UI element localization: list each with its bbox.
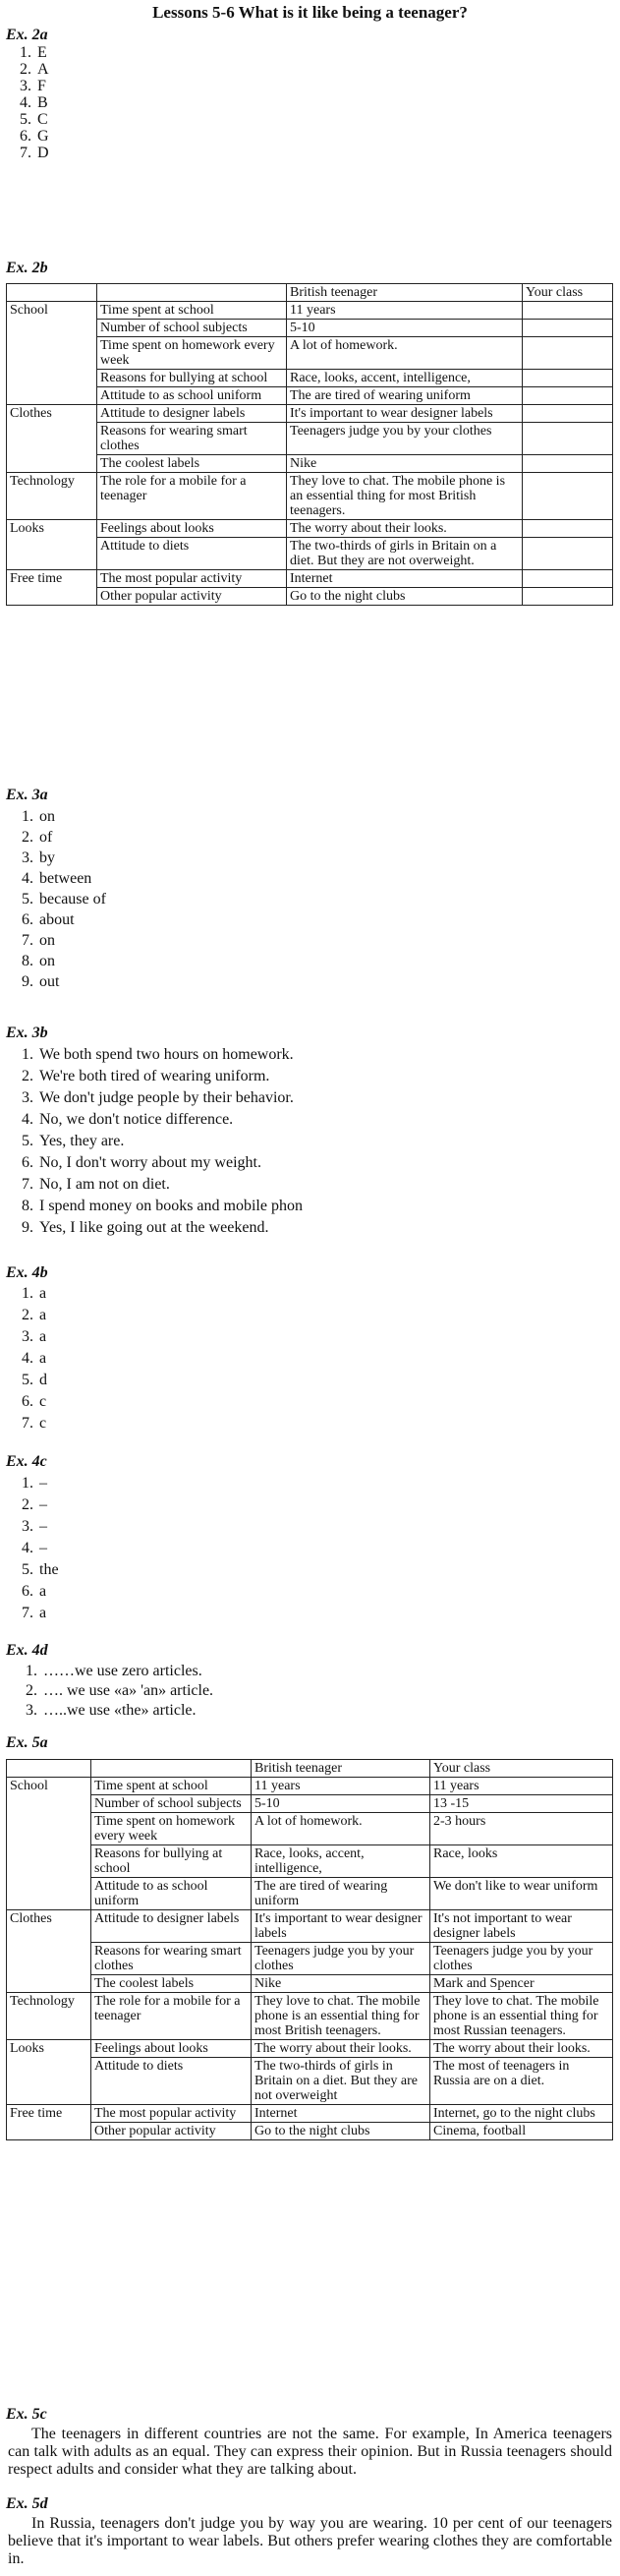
- item-number: 7.: [22, 1415, 33, 1432]
- item-number: 7.: [22, 1605, 33, 1621]
- ex4b-heading: Ex. 4b: [6, 1264, 48, 1281]
- corner-cell: [7, 1760, 91, 1778]
- british-teenager-cell: It's important to wear designer labels: [252, 1910, 430, 1943]
- british-teenager-cell: The are tired of wearing uniform: [287, 387, 523, 405]
- ex3b-heading: Ex. 3b: [6, 1025, 48, 1041]
- ex4b-answer-item: [12, 1348, 47, 1370]
- item-number: 7.: [20, 145, 31, 161]
- column-header-your-class: Your class: [430, 1760, 613, 1778]
- item-number: 6.: [20, 128, 31, 145]
- row-label-cell: The most popular activity: [97, 570, 287, 588]
- ex3b-answer-item: [12, 1131, 303, 1152]
- ex4b-answer-item: [12, 1283, 47, 1305]
- item-answer: a: [39, 1307, 47, 1323]
- ex3a-answer-item: [12, 909, 106, 930]
- item-number: 1.: [22, 1475, 33, 1492]
- item-answer: –: [39, 1518, 47, 1535]
- table-row: [7, 1845, 613, 1878]
- british-teenager-cell: A lot of homework.: [252, 1813, 430, 1845]
- item-answer: G: [37, 128, 49, 145]
- ex3a-answer-item: [12, 868, 106, 889]
- ex4d-answer-item: [16, 1701, 213, 1721]
- item-answer: B: [37, 94, 48, 111]
- item-number: 2.: [26, 1682, 37, 1699]
- page-title: Lessons 5-6 What is it like being a teenager?: [152, 3, 468, 22]
- item-answer: the: [39, 1561, 59, 1578]
- ex4d-answer-list: [16, 1662, 213, 1721]
- ex5a-heading: Ex. 5a: [6, 1734, 48, 1751]
- ex4c-answer-item: [12, 1603, 59, 1624]
- category-cell: Clothes: [7, 405, 97, 473]
- item-answer: –: [39, 1475, 47, 1492]
- row-label-cell: Time spent on homework every week: [91, 1813, 252, 1845]
- row-label-cell: Attitude to as school uniform: [91, 1878, 252, 1910]
- your-class-cell: [523, 455, 613, 473]
- item-answer: –: [39, 1496, 47, 1513]
- table-row: [7, 1993, 613, 2040]
- row-label-cell: Attitude to designer labels: [97, 405, 287, 423]
- british-teenager-cell: Teenagers judge you by your clothes: [252, 1943, 430, 1975]
- your-class-cell: Mark and Spencer: [430, 1975, 613, 1993]
- row-label-cell: Feelings about looks: [91, 2040, 252, 2058]
- your-class-cell: [523, 520, 613, 538]
- ex2b-comparison-table: [6, 283, 613, 606]
- ex2a-answer-item: [10, 111, 49, 128]
- ex3b-answer-item: [12, 1109, 303, 1131]
- your-class-cell: We don't like to wear uniform: [430, 1878, 613, 1910]
- ex3a-answer-item: [12, 971, 106, 992]
- item-answer: We both spend two hours on homework.: [39, 1046, 294, 1063]
- ex4c-answer-item: [12, 1516, 59, 1538]
- british-teenager-cell: 5-10: [287, 320, 523, 337]
- row-label-cell: Reasons for wearing smart clothes: [97, 423, 287, 455]
- table-row: [7, 1943, 613, 1975]
- ex3b-answer-item: [12, 1217, 303, 1239]
- item-answer: on: [39, 932, 55, 949]
- column-header-british: British teenager: [252, 1760, 430, 1778]
- british-teenager-cell: Nike: [287, 455, 523, 473]
- table-row: [7, 1778, 613, 1795]
- category-cell: Clothes: [7, 1910, 91, 1993]
- british-teenager-cell: The worry about their looks.: [287, 520, 523, 538]
- item-answer: C: [37, 111, 48, 128]
- item-number: 8.: [22, 953, 33, 969]
- british-teenager-cell: The two-thirds of girls in Britain on a diet. But they are not overweight.: [287, 538, 523, 570]
- item-number: 1.: [22, 808, 33, 825]
- item-answer: d: [39, 1372, 47, 1388]
- your-class-cell: [523, 588, 613, 606]
- ex2a-answer-item: [10, 128, 49, 145]
- row-label-cell: Feelings about looks: [97, 520, 287, 538]
- british-teenager-cell: The are tired of wearing uniform: [252, 1878, 430, 1910]
- corner-cell: [91, 1760, 252, 1778]
- item-answer: of: [39, 829, 53, 846]
- item-answer: No, we don't notice difference.: [39, 1111, 234, 1128]
- item-number: 5.: [22, 1561, 33, 1578]
- your-class-cell: [523, 405, 613, 423]
- item-number: 2.: [22, 1496, 33, 1513]
- british-teenager-cell: A lot of homework.: [287, 337, 523, 370]
- british-teenager-cell: 11 years: [252, 1778, 430, 1795]
- item-answer: on: [39, 808, 55, 825]
- item-number: 5.: [20, 111, 31, 128]
- item-number: 3.: [22, 1328, 33, 1345]
- british-teenager-cell: Nike: [252, 1975, 430, 1993]
- item-answer: F: [37, 78, 46, 94]
- table-row: [7, 405, 613, 423]
- category-cell: Free time: [7, 570, 97, 606]
- ex2a-answer-item: [10, 145, 49, 161]
- row-label-cell: Attitude to diets: [97, 538, 287, 570]
- row-label-cell: Attitude to designer labels: [91, 1910, 252, 1943]
- item-answer: a: [39, 1350, 47, 1367]
- item-number: 5.: [22, 1133, 33, 1149]
- table-row: [7, 337, 613, 370]
- your-class-cell: 13 -15: [430, 1795, 613, 1813]
- british-teenager-cell: The worry about their looks.: [252, 2040, 430, 2058]
- ex4b-answer-item: [12, 1370, 47, 1391]
- your-class-cell: The most of teenagers in Russia are on a diet.: [430, 2058, 613, 2105]
- table-row: [7, 520, 613, 538]
- your-class-cell: Teenagers judge you by your clothes: [430, 1943, 613, 1975]
- row-label-cell: Reasons for wearing smart clothes: [91, 1943, 252, 1975]
- item-number: 3.: [22, 1089, 33, 1106]
- item-number: 4.: [22, 1111, 33, 1128]
- ex4d-answer-item: [16, 1662, 213, 1681]
- your-class-cell: It's not important to wear designer labels: [430, 1910, 613, 1943]
- ex3b-answer-item: [12, 1196, 303, 1217]
- row-label-cell: Reasons for bullying at school: [91, 1845, 252, 1878]
- row-label-cell: Time spent on homework every week: [97, 337, 287, 370]
- ex3a-heading: Ex. 3a: [6, 787, 48, 803]
- item-number: 7.: [22, 1176, 33, 1193]
- table-row: [7, 1813, 613, 1845]
- row-label-cell: Time spent at school: [97, 302, 287, 320]
- item-answer: Yes, I like going out at the weekend.: [39, 1219, 269, 1236]
- item-answer: out: [39, 973, 60, 990]
- row-label-cell: Attitude to diets: [91, 2058, 252, 2105]
- item-number: 7.: [22, 932, 33, 949]
- table-row: [7, 455, 613, 473]
- item-answer: a: [39, 1285, 47, 1302]
- row-label-cell: Time spent at school: [91, 1778, 252, 1795]
- ex3a-answer-item: [12, 848, 106, 868]
- british-teenager-cell: Race, looks, accent, intelligence,: [287, 370, 523, 387]
- ex2a-answer-item: [10, 44, 49, 61]
- ex2a-answer-item: [10, 61, 49, 78]
- ex5c-paragraph: [8, 2426, 612, 2479]
- item-answer: a: [39, 1328, 47, 1345]
- ex5d-text: In Russia, teenagers don't judge you by way you are wearing. 10 per cent of our teenagers believe that it's important to wear labels. But others prefer wearing clothes they are comfortable in.: [8, 2515, 612, 2567]
- row-label-cell: Other popular activity: [91, 2123, 252, 2140]
- item-number: 3.: [26, 1702, 37, 1719]
- corner-cell: [7, 284, 97, 302]
- item-number: 1.: [22, 1285, 33, 1302]
- table-row: [7, 1910, 613, 1943]
- item-number: 1.: [26, 1663, 37, 1679]
- ex4b-answer-list: [12, 1283, 47, 1434]
- row-label-cell: Reasons for bullying at school: [97, 370, 287, 387]
- your-class-cell: 11 years: [430, 1778, 613, 1795]
- table-row: [7, 302, 613, 320]
- british-teenager-cell: 11 years: [287, 302, 523, 320]
- column-header-british: British teenager: [287, 284, 523, 302]
- row-label-cell: Other popular activity: [97, 588, 287, 606]
- table-row: [7, 473, 613, 520]
- item-number: 1.: [20, 44, 31, 61]
- ex4c-answer-item: [12, 1494, 59, 1516]
- ex3b-answer-item: [12, 1087, 303, 1109]
- item-number: 5.: [22, 1372, 33, 1388]
- table-row: [7, 423, 613, 455]
- row-label-cell: Attitude to as school uniform: [97, 387, 287, 405]
- item-number: 2.: [22, 1068, 33, 1084]
- item-answer: c: [39, 1415, 47, 1432]
- ex3b-answer-item: [12, 1066, 303, 1087]
- item-number: 4.: [22, 1350, 33, 1367]
- item-answer: Yes, they are.: [39, 1133, 125, 1149]
- category-cell: School: [7, 1778, 91, 1910]
- ex2a-heading: Ex. 2a: [6, 27, 48, 43]
- item-number: 9.: [22, 1219, 33, 1236]
- ex3b-answer-item: [12, 1174, 303, 1196]
- table-header-row: [7, 284, 613, 302]
- your-class-cell: [523, 320, 613, 337]
- table-row: [7, 588, 613, 606]
- item-number: 3.: [22, 1518, 33, 1535]
- your-class-cell: Internet, go to the night clubs: [430, 2105, 613, 2123]
- ex4c-answer-item: [12, 1581, 59, 1603]
- british-teenager-cell: Race, looks, accent, intelligence,: [252, 1845, 430, 1878]
- item-number: 5.: [22, 891, 33, 907]
- item-answer: between: [39, 870, 92, 887]
- item-answer: a: [39, 1583, 47, 1600]
- ex4c-answer-item: [12, 1538, 59, 1559]
- item-answer: –: [39, 1540, 47, 1556]
- ex4c-answer-list: [12, 1473, 59, 1624]
- ex4d-heading: Ex. 4d: [6, 1642, 48, 1659]
- item-number: 2.: [20, 61, 31, 78]
- ex2a-answer-list: [10, 44, 49, 161]
- british-teenager-cell: 5-10: [252, 1795, 430, 1813]
- item-number: 6.: [22, 1154, 33, 1171]
- item-answer: …. we use «a» 'an» article.: [43, 1682, 214, 1699]
- ex3a-answer-item: [12, 827, 106, 848]
- ex5c-heading: Ex. 5c: [6, 2406, 47, 2423]
- ex4d-answer-item: [16, 1681, 213, 1701]
- ex5d-paragraph: [8, 2515, 612, 2568]
- table-row: [7, 1975, 613, 1993]
- ex3b-answer-item: [12, 1044, 303, 1066]
- your-class-cell: They love to chat. The mobile phone is an essential thing for most Russian teenagers.: [430, 1993, 613, 2040]
- your-class-cell: [523, 302, 613, 320]
- item-number: 3.: [22, 849, 33, 866]
- your-class-cell: [523, 370, 613, 387]
- item-number: 8.: [22, 1198, 33, 1214]
- item-answer: by: [39, 849, 55, 866]
- british-teenager-cell: The two-thirds of girls in Britain on a diet. But they are not overweight: [252, 2058, 430, 2105]
- corner-cell: [97, 284, 287, 302]
- ex3b-answer-list: [12, 1044, 303, 1239]
- item-answer: We don't judge people by their behavior.: [39, 1089, 294, 1106]
- ex2a-answer-item: [10, 78, 49, 94]
- ex4b-answer-item: [12, 1326, 47, 1348]
- british-teenager-cell: They love to chat. The mobile phone is an essential thing for most British teenagers.: [252, 1993, 430, 2040]
- row-label-cell: The coolest labels: [91, 1975, 252, 1993]
- british-teenager-cell: Internet: [287, 570, 523, 588]
- your-class-cell: [523, 423, 613, 455]
- item-number: 6.: [22, 1583, 33, 1600]
- category-cell: Technology: [7, 1993, 91, 2040]
- item-answer: E: [37, 44, 47, 61]
- table-row: [7, 387, 613, 405]
- table-row: [7, 2123, 613, 2140]
- british-teenager-cell: Go to the night clubs: [252, 2123, 430, 2140]
- item-answer: because of: [39, 891, 106, 907]
- row-label-cell: Number of school subjects: [97, 320, 287, 337]
- ex5a-comparison-table: [6, 1759, 613, 2140]
- ex4b-answer-item: [12, 1305, 47, 1326]
- item-answer: I spend money on books and mobile phon: [39, 1198, 303, 1214]
- item-number: 6.: [22, 1393, 33, 1410]
- column-header-your-class: Your class: [523, 284, 613, 302]
- table-row: [7, 1795, 613, 1813]
- your-class-cell: Race, looks: [430, 1845, 613, 1878]
- your-class-cell: The worry about their looks.: [430, 2040, 613, 2058]
- your-class-cell: 2-3 hours: [430, 1813, 613, 1845]
- item-answer: No, I am not on diet.: [39, 1176, 170, 1193]
- table-row: [7, 2040, 613, 2058]
- your-class-cell: Cinema, football: [430, 2123, 613, 2140]
- ex3a-answer-item: [12, 889, 106, 909]
- table-row: [7, 2105, 613, 2123]
- item-number: 4.: [20, 94, 31, 111]
- ex3a-answer-item: [12, 951, 106, 971]
- ex5d-heading: Ex. 5d: [6, 2495, 48, 2512]
- table-row: [7, 2058, 613, 2105]
- british-teenager-cell: Go to the night clubs: [287, 588, 523, 606]
- british-teenager-cell: Teenagers judge you by your clothes: [287, 423, 523, 455]
- ex3b-answer-item: [12, 1152, 303, 1174]
- row-label-cell: The role for a mobile for a teenager: [97, 473, 287, 520]
- table-row: [7, 320, 613, 337]
- item-answer: We're both tired of wearing uniform.: [39, 1068, 270, 1084]
- item-answer: No, I don't worry about my weight.: [39, 1154, 261, 1171]
- item-number: 3.: [20, 78, 31, 94]
- row-label-cell: The most popular activity: [91, 2105, 252, 2123]
- item-number: 9.: [22, 973, 33, 990]
- ex4c-answer-item: [12, 1559, 59, 1581]
- item-number: 4.: [22, 1540, 33, 1556]
- item-number: 1.: [22, 1046, 33, 1063]
- item-answer: on: [39, 953, 55, 969]
- table-row: [7, 538, 613, 570]
- item-answer: about: [39, 911, 75, 928]
- category-cell: School: [7, 302, 97, 405]
- table-row: [7, 570, 613, 588]
- table-row: [7, 370, 613, 387]
- ex4b-answer-item: [12, 1413, 47, 1434]
- ex4c-heading: Ex. 4c: [6, 1453, 47, 1470]
- item-answer: a: [39, 1605, 47, 1621]
- ex2b-heading: Ex. 2b: [6, 260, 48, 276]
- table-header-row: [7, 1760, 613, 1778]
- british-teenager-cell: They love to chat. The mobile phone is an essential thing for most British teenagers.: [287, 473, 523, 520]
- your-class-cell: [523, 473, 613, 520]
- category-cell: Looks: [7, 520, 97, 570]
- item-answer: D: [37, 145, 49, 161]
- item-number: 6.: [22, 911, 33, 928]
- british-teenager-cell: Internet: [252, 2105, 430, 2123]
- item-answer: A: [37, 61, 49, 78]
- ex4b-answer-item: [12, 1391, 47, 1413]
- ex3a-answer-item: [12, 806, 106, 827]
- row-label-cell: Number of school subjects: [91, 1795, 252, 1813]
- your-class-cell: [523, 337, 613, 370]
- item-number: 2.: [22, 1307, 33, 1323]
- row-label-cell: The coolest labels: [97, 455, 287, 473]
- ex3a-answer-item: [12, 930, 106, 951]
- item-answer: c: [39, 1393, 47, 1410]
- table-row: [7, 1878, 613, 1910]
- category-cell: Free time: [7, 2105, 91, 2140]
- your-class-cell: [523, 387, 613, 405]
- ex2a-answer-item: [10, 94, 49, 111]
- category-cell: Looks: [7, 2040, 91, 2105]
- item-answer: ……we use zero articles.: [43, 1663, 202, 1679]
- ex5c-text: The teenagers in different countries are not the same. For example, In America teenagers can talk with adults as an equal. They can express their opinion. But in Russia teenagers should respect adults and consider what they are talking about.: [8, 2426, 612, 2478]
- item-answer: …..we use «the» article.: [43, 1702, 197, 1719]
- category-cell: Technology: [7, 473, 97, 520]
- row-label-cell: The role for a mobile for a teenager: [91, 1993, 252, 2040]
- your-class-cell: [523, 570, 613, 588]
- british-teenager-cell: It's important to wear designer labels: [287, 405, 523, 423]
- ex3a-answer-list: [12, 806, 106, 992]
- ex4c-answer-item: [12, 1473, 59, 1494]
- item-number: 2.: [22, 829, 33, 846]
- your-class-cell: [523, 538, 613, 570]
- item-number: 4.: [22, 870, 33, 887]
